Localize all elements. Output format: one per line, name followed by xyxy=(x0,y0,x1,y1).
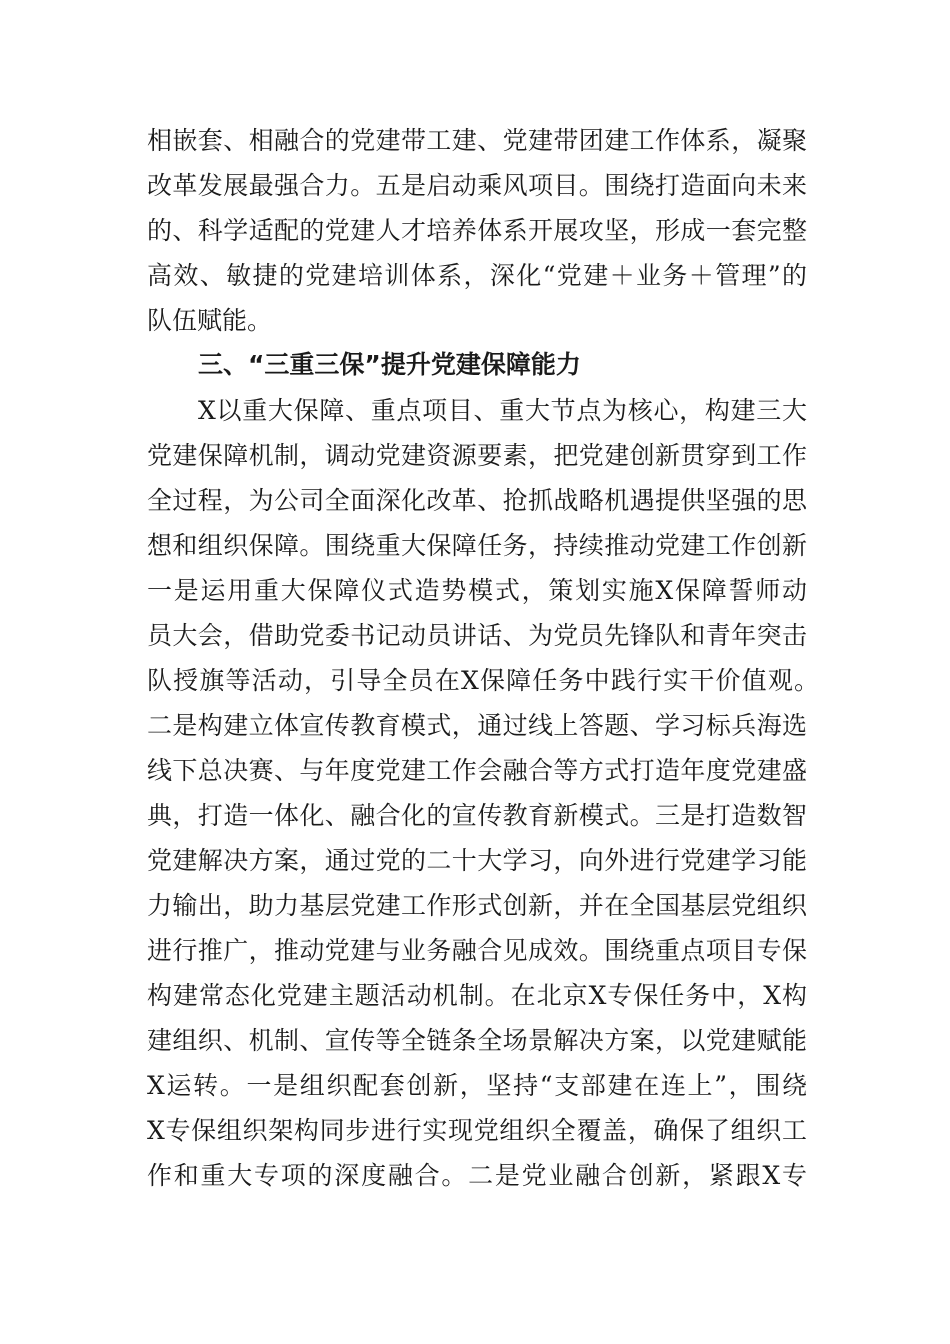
text-line: X运转。一是组织配套创新，坚持“支部建在连上”，围绕 xyxy=(147,1071,807,1100)
text-line: 作和重大专项的深度融合。二是党业融合创新，紧跟X专 xyxy=(147,1161,807,1190)
text-line: 相嵌套、相融合的党建带工建、党建带团建工作体系，凝聚 xyxy=(147,126,807,155)
text-line: 建组织、机制、宣传等全链条全场景解决方案，以党建赋能 xyxy=(147,1026,807,1055)
text-line: 全过程，为公司全面深化改革、抢抓战略机遇提供坚强的思 xyxy=(147,486,807,515)
text-line: 一是运用重大保障仪式造势模式，策划实施X保障誓师动 xyxy=(147,576,807,605)
text-line: 改革发展最强合力。五是启动乘风项目。围绕打造面向未来 xyxy=(147,171,807,200)
text-line: X专保组织架构同步进行实现党组织全覆盖，确保了组织工 xyxy=(147,1116,807,1145)
text-line: 力输出，助力基层党建工作形式创新，并在全国基层党组织 xyxy=(147,891,807,920)
text-line: 党建解决方案，通过党的二十大学习，向外进行党建学习能 xyxy=(147,846,807,875)
text-line: 进行推广，推动党建与业务融合见成效。围绕重点项目专保 xyxy=(147,936,807,965)
section-heading: 三、“三重三保”提升党建保障能力 xyxy=(198,350,581,379)
text-line: 队伍赋能。 xyxy=(147,306,273,335)
text-line: X以重大保障、重点项目、重大节点为核心，构建三大 xyxy=(198,396,807,425)
text-line: 想和组织保障。围绕重大保障任务，持续推动党建工作创新 xyxy=(147,531,807,560)
text-line: 员大会，借助党委书记动员讲话、为党员先锋队和青年突击 xyxy=(147,621,807,650)
text-line: 二是构建立体宣传教育模式，通过线上答题、学习标兵海选 xyxy=(147,711,807,740)
text-line: 的、科学适配的党建人才培养体系开展攻坚，形成一套完整 xyxy=(147,216,807,245)
text-line: 队授旗等活动，引导全员在X保障任务中践行实干价值观。 xyxy=(147,666,819,695)
text-line: 典，打造一体化、融合化的宣传教育新模式。三是打造数智 xyxy=(147,801,807,830)
text-line: 党建保障机制，调动党建资源要素，把党建创新贯穿到工作 xyxy=(147,441,807,470)
text-line: 线下总决赛、与年度党建工作会融合等方式打造年度党建盛 xyxy=(147,756,807,785)
text-line: 构建常态化党建主题活动机制。在北京X专保任务中，X构 xyxy=(147,981,807,1010)
text-line: 高效、敏捷的党建培训体系，深化“党建＋业务＋管理”的 xyxy=(147,261,807,290)
